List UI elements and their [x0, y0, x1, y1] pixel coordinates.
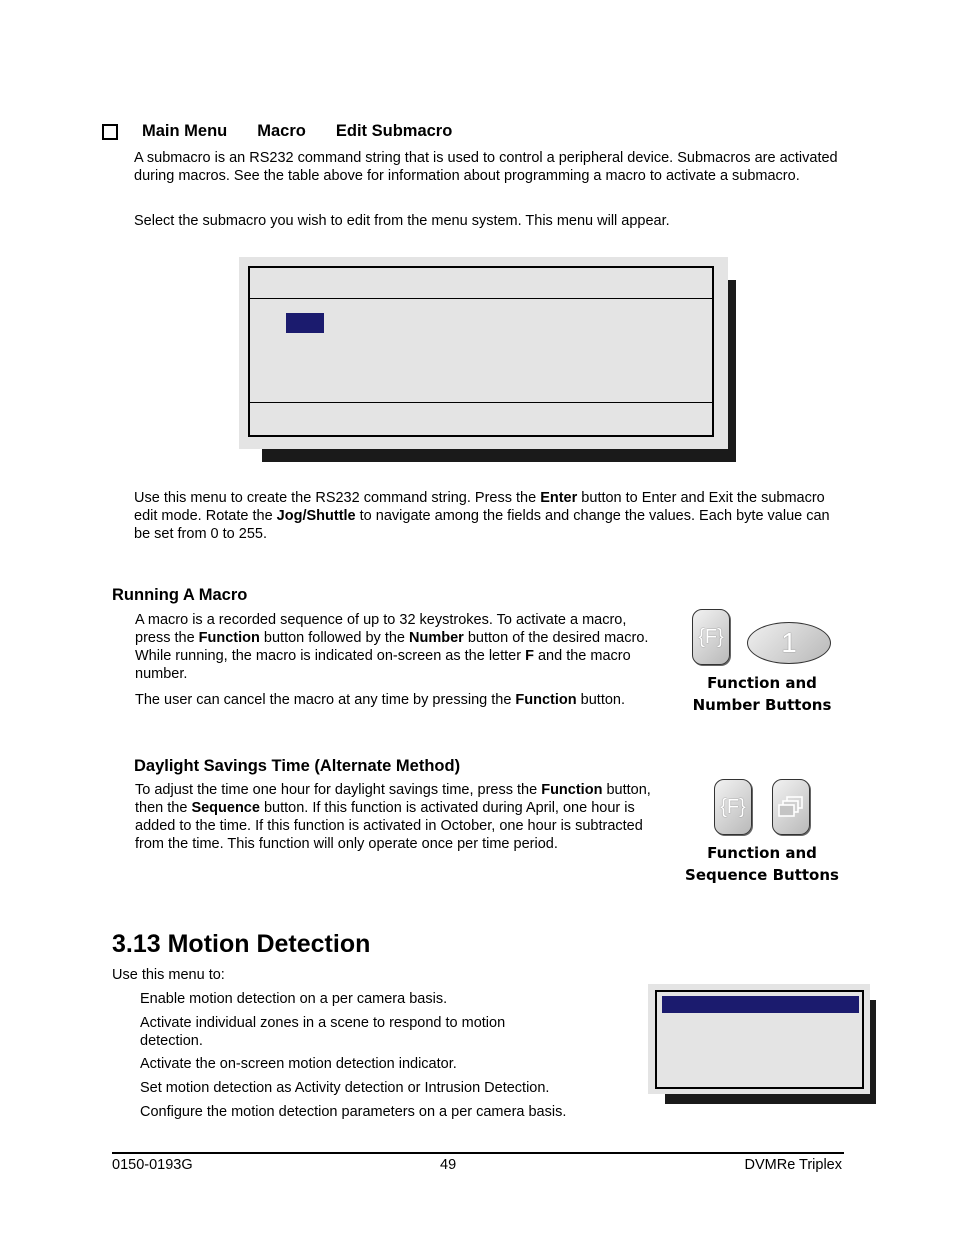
product-name: DVMRe Triplex: [744, 1157, 842, 1173]
daylight-heading: Daylight Savings Time (Alternate Method): [134, 757, 461, 775]
list-item: Activate individual zones in a scene to respond to motion detection.: [140, 1015, 506, 1049]
submacro-menu-screen: [248, 266, 714, 437]
sequence-button-icon: [772, 779, 810, 835]
menu-cursor-highlight: [286, 313, 324, 333]
list-item: Set motion detection as Activity detection or Intrusion Detection.: [140, 1080, 550, 1096]
motion-intro: Use this menu to:: [112, 967, 225, 983]
page-number: 49: [440, 1157, 457, 1173]
footer-divider: [112, 1152, 844, 1154]
motion-menu-screen: [655, 990, 864, 1089]
section-header: [102, 122, 482, 141]
document-number: 0150-0193G: [112, 1157, 193, 1173]
menu-divider: [250, 298, 712, 299]
function-button-icon: {F}: [714, 779, 752, 835]
sequence-windows-icon: [778, 796, 804, 818]
menu-highlight-bar: [662, 996, 859, 1013]
motion-detection-title: 3.13 Motion Detection: [112, 930, 371, 958]
list-item: Configure the motion detection parameters on a per camera basis.: [140, 1104, 567, 1120]
list-item: Activate the on-screen motion detection indicator.: [140, 1056, 457, 1072]
crumb-edit-submacro: Edit Submacro: [335, 122, 453, 140]
submacro-select-instruction: Select the submacro you wish to edit from the menu system. This menu will appear.: [134, 213, 670, 229]
menu-divider: [250, 402, 712, 403]
running-macro-text: A macro is a recorded sequence of up to 32 keystrokes. To activate a macro, press the Function button followed by the Number button of the desired macro. While running, the macro is indicated on-screen as the letter F and the macro number.: [135, 612, 649, 682]
function-sequence-caption: Function and Sequence Buttons: [685, 844, 839, 884]
submacro-description: A submacro is an RS232 command string that is used to control a peripheral device. Submacros are activated during macros. See the table above for information about programming a macro to activate a submacro.: [134, 150, 838, 184]
checkbox-bullet-icon: [102, 124, 118, 140]
crumb-main-menu: Main Menu: [142, 122, 228, 140]
number-button-icon: 1: [747, 622, 831, 664]
function-number-caption: Function and Number Buttons: [692, 674, 832, 714]
running-macro-heading: Running A Macro: [112, 586, 248, 604]
submacro-usage-text: Use this menu to create the RS232 command string. Press the Enter button to Enter and Exit the submacro edit mode. Rotate the Jog/Shuttle to navigate among the fields and change the values. Each byte value can be set from 0 to 255.: [134, 490, 830, 542]
crumb-macro: Macro: [257, 122, 306, 140]
daylight-text: To adjust the time one hour for daylight savings time, press the Function button, then the Sequence button. If this function is activated during April, one hour is added to the time. If this function is activated in October, one hour is subtracted from the time. This function will only operate once per time period.: [135, 782, 651, 852]
list-item: Enable motion detection on a per camera basis.: [140, 991, 448, 1007]
function-button-icon: {F}: [692, 609, 730, 665]
cancel-macro-text: The user can cancel the macro at any time by pressing the Function button.: [135, 692, 626, 708]
